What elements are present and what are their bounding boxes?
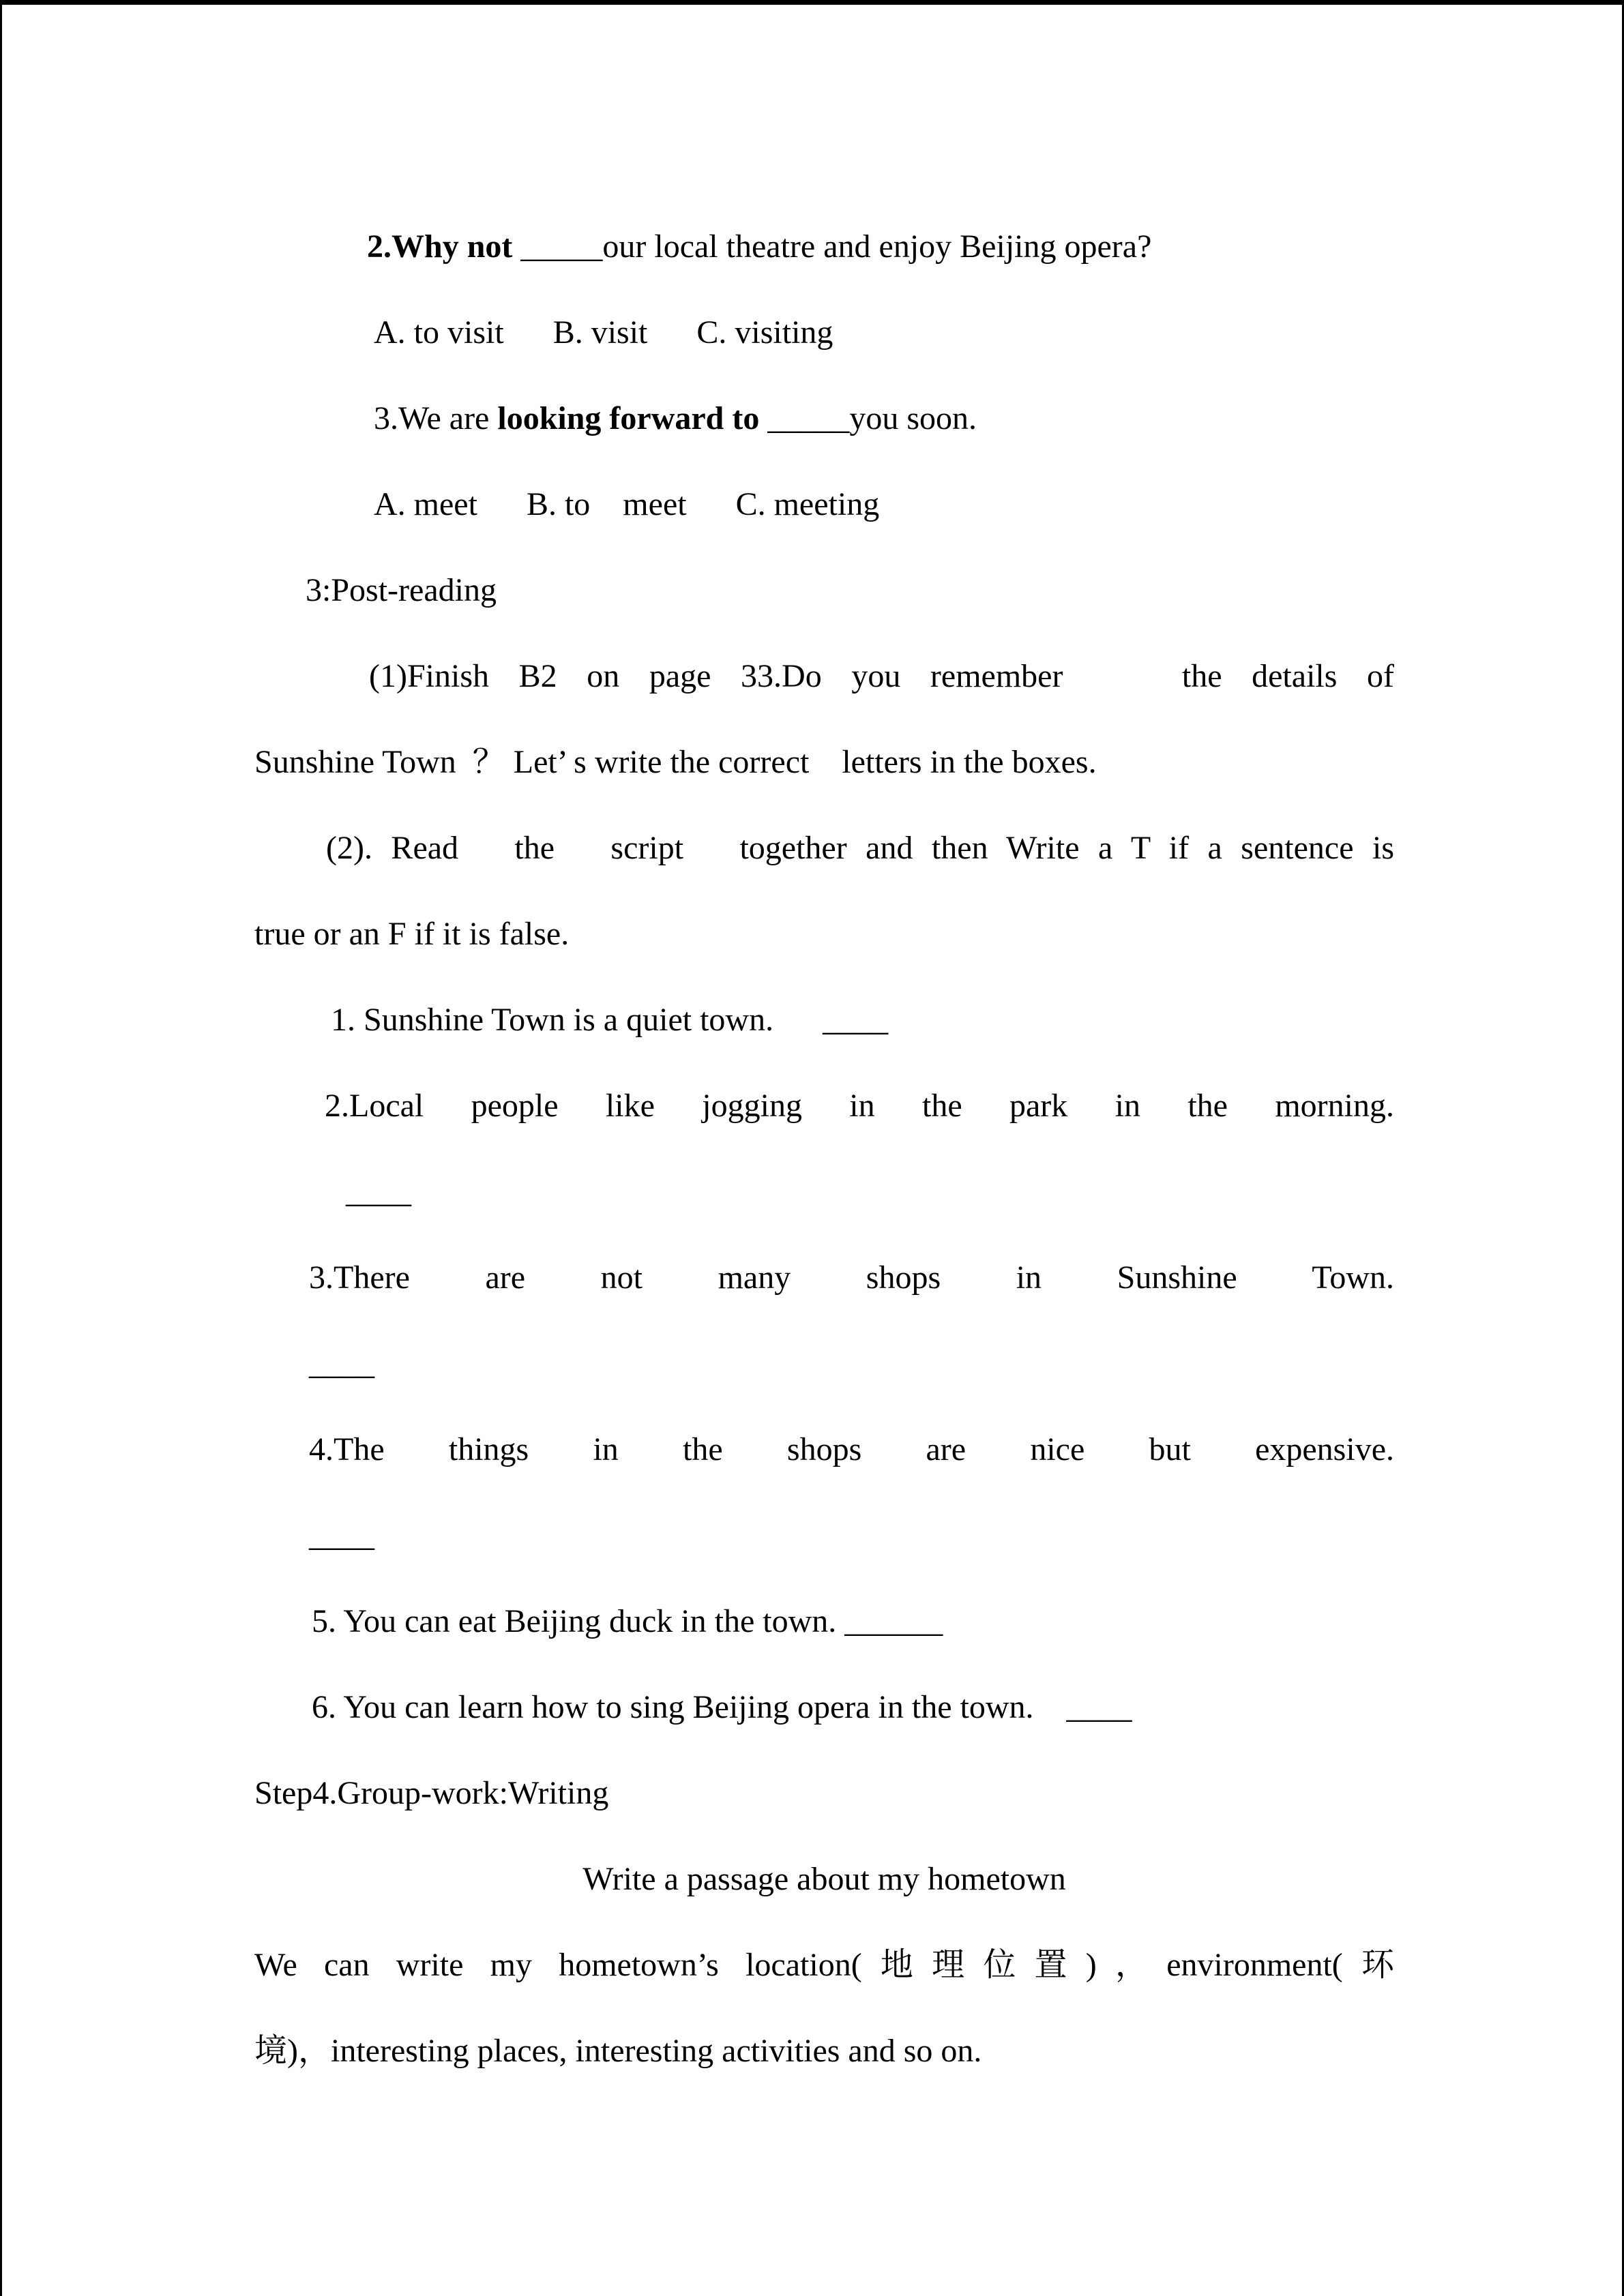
- writing-title: [254, 1836, 1394, 1922]
- question-3-stem: [374, 376, 1394, 462]
- document-page: [2, 5, 1622, 2296]
- text-segment: A. meet B. to meet C. meeting: [374, 486, 880, 522]
- text-segment: (1)Finish B2 on page 33.Do you remember the details of: [369, 658, 1394, 694]
- text-segment: ____: [309, 1517, 374, 1553]
- tf-item-2: [325, 1063, 1394, 1149]
- text-segment: 境)，interesting places, interesting activities and so on.: [254, 2033, 982, 2069]
- text-segment: Write a passage about my hometown: [582, 1861, 1066, 1897]
- question-2-options: [374, 290, 1394, 376]
- document-body: [254, 204, 1394, 2094]
- post-reading-task1-line1: [369, 633, 1394, 719]
- text-segment: 3.There are not many shops in Sunshine Town.: [309, 1259, 1394, 1296]
- tf-item-3-blank: [309, 1321, 1394, 1407]
- text-segment: Step4.Group-work:Writing: [254, 1775, 609, 1811]
- bold-text-segment: looking forward to: [497, 400, 760, 436]
- text-segment: ____: [309, 1345, 374, 1382]
- writing-instruction-line2: [254, 2008, 1394, 2094]
- text-segment: ____: [346, 1174, 411, 1210]
- text-segment: 3:Post-reading: [306, 572, 497, 608]
- post-reading-task1-line2: [254, 719, 1394, 805]
- text-segment: _____our local theatre and enjoy Beijing opera?: [512, 228, 1152, 265]
- text-segment: A. to visit B. visit C. visiting: [374, 314, 833, 351]
- post-reading-task2-line2: [254, 891, 1394, 977]
- text-segment: 5. You can eat Beijing duck in the town. ______: [312, 1603, 943, 1639]
- text-segment: 3.We are: [374, 400, 498, 436]
- tf-item-2-blank: [346, 1149, 1394, 1235]
- text-segment: We can write my hometown’s location(地理位置)，environment(环: [254, 1947, 1394, 1983]
- tf-item-5: [312, 1579, 1394, 1665]
- tf-item-6: [312, 1665, 1394, 1750]
- post-reading-heading: [306, 548, 1394, 633]
- writing-instruction-line1: [254, 1922, 1394, 2008]
- text-segment: (2). Read the script together and then Write a T if a sentence is: [326, 830, 1394, 866]
- tf-item-3: [309, 1235, 1394, 1321]
- text-segment: _____you soon.: [759, 400, 977, 436]
- text-segment: 2.Local people like jogging in the park in the morning.: [325, 1088, 1394, 1124]
- text-segment: true or an F if it is false.: [254, 916, 570, 952]
- post-reading-task2-line1: [326, 805, 1394, 891]
- text-segment: Sunshine Town ？ Let’ s write the correct letters in the boxes.: [254, 744, 1097, 780]
- question-2-stem: [367, 204, 1394, 290]
- tf-item-4-blank: [309, 1493, 1394, 1579]
- question-3-options: [374, 462, 1394, 548]
- text-segment: 1. Sunshine Town is a quiet town. ____: [331, 1002, 889, 1038]
- text-segment: 6. You can learn how to sing Beijing opera in the town. ____: [312, 1689, 1132, 1725]
- step4-heading: [254, 1750, 1394, 1836]
- tf-item-4: [309, 1407, 1394, 1493]
- tf-item-1: [331, 977, 1394, 1063]
- bold-text-segment: 2.Why not: [367, 228, 513, 265]
- text-segment: 4.The things in the shops are nice but expensive.: [309, 1431, 1394, 1467]
